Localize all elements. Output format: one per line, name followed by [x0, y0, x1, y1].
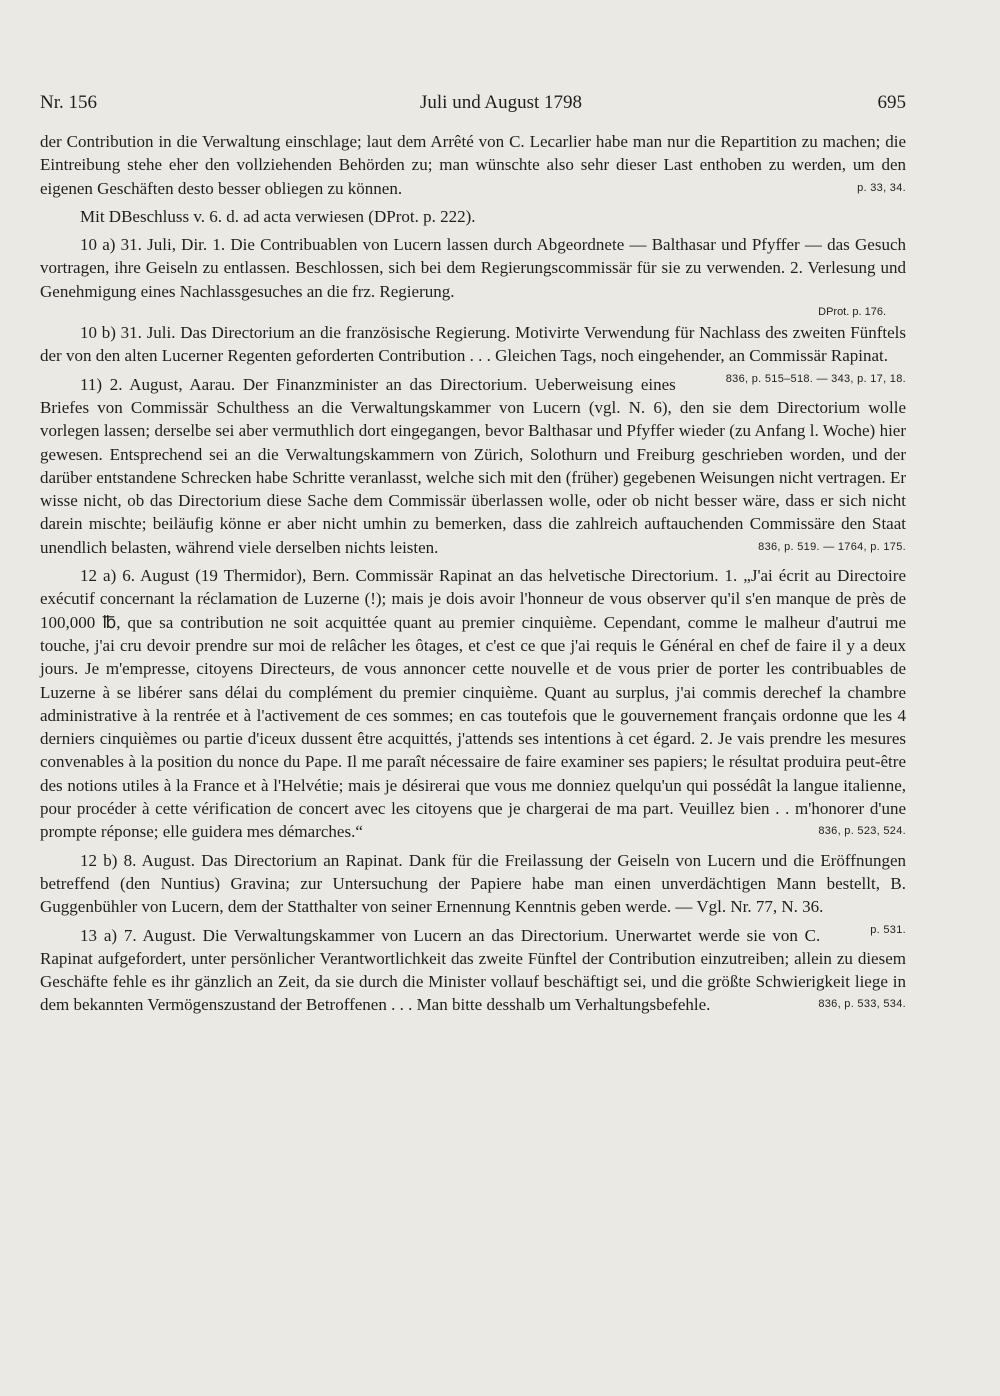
paragraph-text: der Contribution in die Verwaltung einschlage; laut dem Arrêté von C. Lecarlier habe man nur die Repartition zu machen; die Eintreibung stehe eher den vollziehenden Behörden zu; man wünschte also sehr dieser Last enthoben zu werden, um den eigenen Geschäften desto besser obliegen zu können.	[40, 132, 906, 198]
paragraph-text: Mit DBeschluss v. 6. d. ad acta verwiesen (DProt. p. 222).	[80, 206, 476, 226]
paragraph-text: 12 a) 6. August (19 Thermidor), Bern. Commissär Rapinat an das helvetische Directorium. 1. „J'ai écrit au Directoire exécutif concernant la réclamation de Luzerne (!); mais je dois avoir l'honneur de vous observer qu'il s'en manque de près de 100,000 ℔, que sa contribution ne soit acquittée quant au premier cinquième. Cependant, comme le malheur d'autrui me touche, j'ai cru devoir prendre sur moi de relâcher les ôtages, et c'est ce que j'ai requis le Général en chef de faire il y a deux jours. Je m'empresse, citoyens Directeurs, de vous annoncer cette nouvelle et de vous prier de porter les contribuables de Luzerne à se libérer sans délai du complément du premier cinquième. Quant au surplus, j'ai commis derechef la chambre administrative à la rentrée et à l'activement de ces sommes; en cas toutefois que le gouvernement français ordonne que les 4 derniers cinquièmes ou partie d'iceux dussent être acquittés, j'attends ses intentions à cet égard. 2. Je vais prendre les mesures convenables à la position du nonce du Pape. Il me paraît nécessaire de faire examiner ses papiers; le résultat produira peut-être des notions utiles à la France et à l'Helvétie; mais je désirerai que vous me donniez quelqu'un qui possédât la langue italienne, pour procéder à cette vérification de concert avec les citoyens que je chargerai de ma part. Veuillez bien . . m'honorer d'une prompte réponse; elle guidera mes démarches.“	[40, 566, 906, 842]
paragraph-text: 13 a) 7. August. Die Verwaltungskammer von Lucern an das Directorium. Unerwartet werde sie von C. Rapinat aufgefordert, unter persönlicher Verantwortlichkeit das zweite Fünftel der Contribution einzutreiben; allein zu diesem Geschäfte fehle es ihr gänzlich an Zeit, da sie durch die Minister vollauf beschäftigt sei, und die größte Schwierigkeit liege in dem bekannten Vermögenszustand der Betroffenen . . . Man bitte desshalb um Verhaltungsbefehle.	[40, 925, 906, 1015]
paragraph	[40, 849, 906, 936]
source-reference: 836, p. 523, 524.	[818, 825, 906, 838]
paragraph-text: 11) 2. August, Aarau. Der Finanzminister an das Directorium. Ueberweisung eines Briefes von Commissär Schulthess an die Verwaltungskammer von Lucern (vgl. N. 6), den sie dem Directorium wolle vorlegen lassen; derselbe sei aber vermuthlich dort eingegangen, bevor Balthasar und Pfyffer wieder (zu Anfang l. Woche) hier gewesen. Entsprechend sei an die Verwaltungskammern von Zürich, Solothurn und Freiburg geschrieben worden, und der darüber entstandene Schrecken habe Schritte veranlasst, welche sich mit den (früher) gegebenen Weisungen nicht vertragen. Er wisse nicht, ob das Directorium diese Sache dem Commissär überlassen wolle, oder ob nicht besser wäre, dass er sich nicht darein mischte; beiläufig könne er aber nicht umhin zu bemerken, dass die zahlreich auftauchenden Commissäre den Staat unendlich belasten, während viele derselben nichts leisten.	[40, 374, 906, 557]
paragraph	[40, 205, 906, 228]
source-reference: DProt. p. 176.	[818, 306, 886, 319]
paragraph	[40, 130, 906, 200]
paragraph	[40, 564, 906, 844]
paragraph	[40, 373, 906, 559]
source-reference: 836, p. 515–518. — 343, p. 17, 18.	[725, 372, 906, 385]
document-number: Nr. 156	[40, 92, 97, 113]
source-reference: 836, p. 533, 534.	[818, 998, 906, 1011]
source-reference: 836, p. 519. — 1764, p. 175.	[758, 540, 906, 553]
paragraph	[40, 924, 906, 1017]
source-reference: p. 33, 34.	[857, 181, 906, 194]
paragraph-text: 10 a) 31. Juli, Dir. 1. Die Contribuablen von Lucern lassen durch Abgeordnete — Balthasar und Pfyffer — das Gesuch vortragen, ihre Geiseln zu entlassen. Beschlossen, sich bei dem Regierungscommissär für sie zu verwenden. 2. Verlesung und Genehmigung eines Nachlassgesuches an die frz. Regierung.	[40, 235, 906, 301]
page-header	[40, 92, 906, 118]
paragraph	[40, 233, 906, 303]
running-title: Juli und August 1798	[420, 92, 583, 113]
page-number: 695	[877, 92, 906, 113]
paragraph-text: 12 b) 8. August. Das Directorium an Rapinat. Dank für die Freilassung der Geiseln von Lucern und die Eröffnungen betreffend (den Nuntius) Gravina; zur Untersuchung der Papiere habe man einen unverdächtigen Mann bestellt, B. Guggenbühler von Lucern, dem der Statthalter von seiner Ernennung Kenntnis geben werde. — Vgl. Nr. 77, N. 36.	[40, 850, 906, 917]
source-reference: p. 531.	[870, 923, 906, 936]
document-body	[40, 130, 906, 1022]
paragraph	[40, 321, 906, 385]
paragraph-text: 10 b) 31. Juli. Das Directorium an die französische Regierung. Motivirte Verwendung für Nachlass des zweiten Fünftels der von den alten Lucerner Regenten geforderten Contribution . . . Gleichen Tags, noch eingehender, an Commissär Rapinat.	[40, 323, 906, 366]
